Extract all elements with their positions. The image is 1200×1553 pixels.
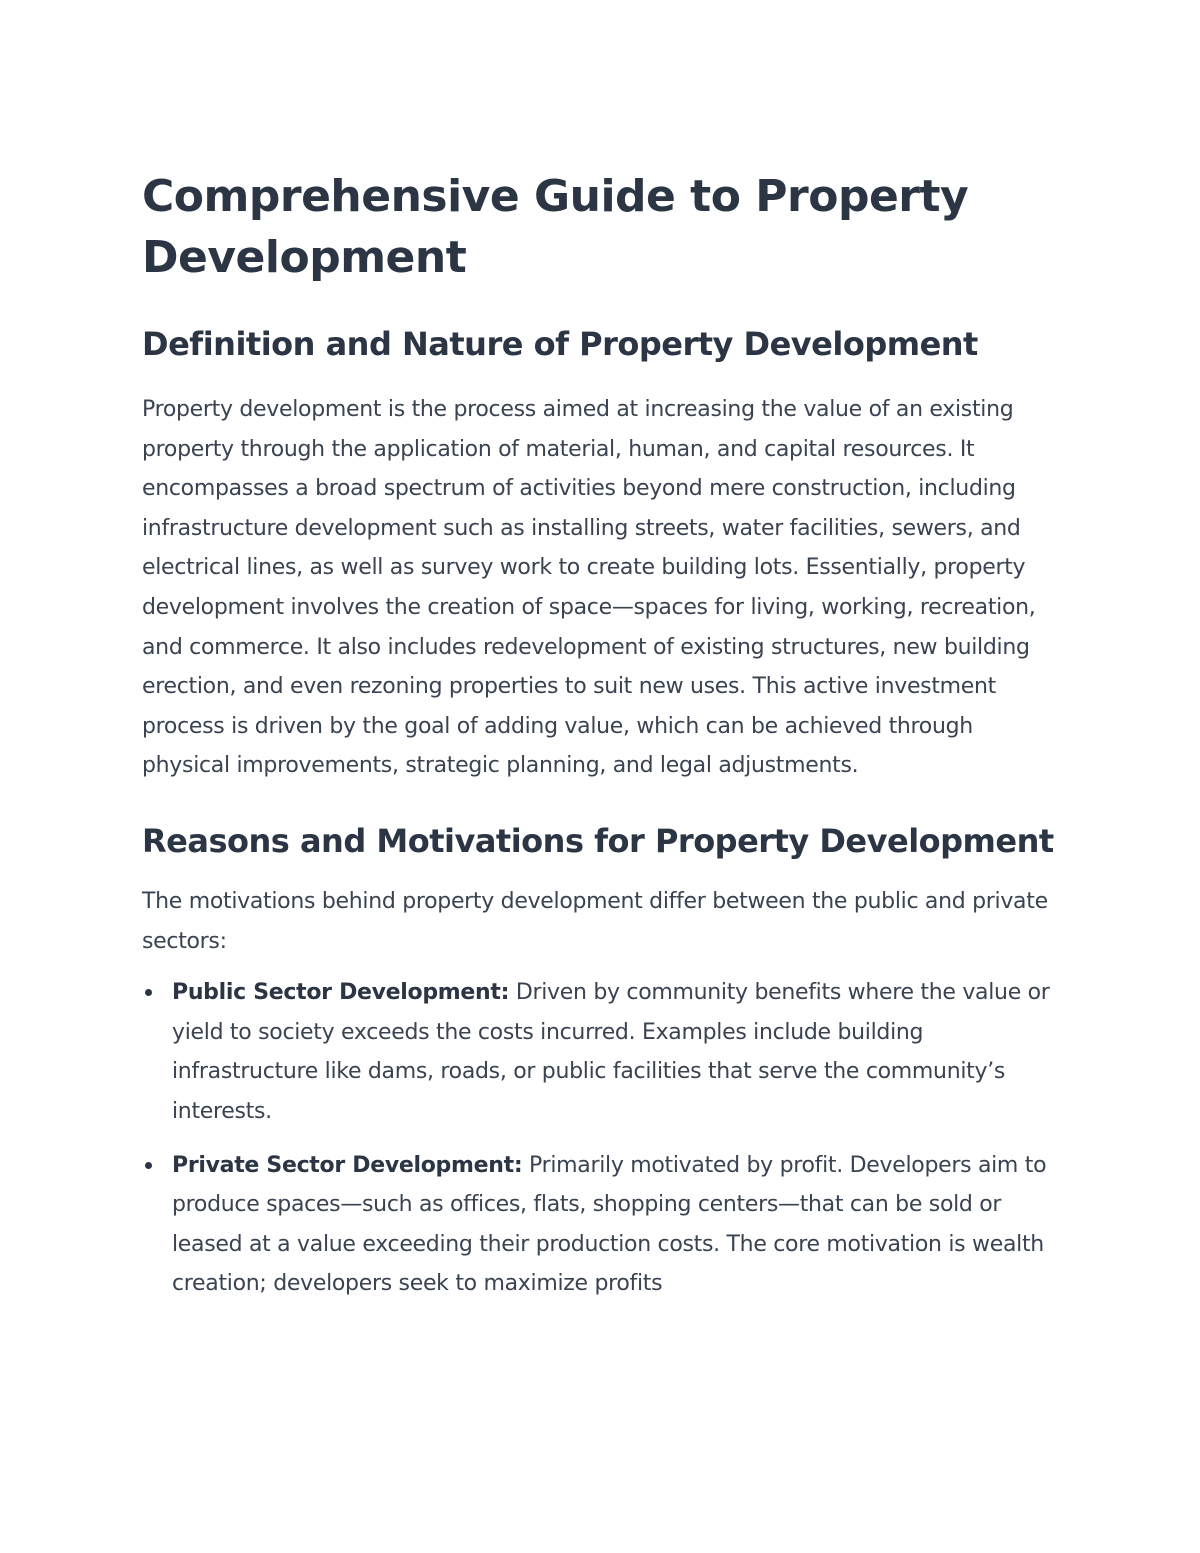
section-heading-reasons: Reasons and Motivations for Property Development — [142, 821, 1054, 860]
list-item-lead: Public Sector Development: — [172, 980, 510, 1006]
list-item-lead: Private Sector Development: — [172, 1152, 523, 1178]
motivations-list — [142, 973, 1062, 1304]
section-intro-reasons: The motivations behind property development differ between the public and private sectors: — [142, 888, 1048, 954]
section-heading-definition: Definition and Nature of Property Development — [142, 325, 978, 363]
list-item-public-sector — [142, 973, 1062, 1131]
document-content — [142, 166, 1062, 1318]
section-paragraph-definition: Property development is the process aimed at increasing the value of an existing property through the application of material, human, and capital resources. It encompasses a broad spectrum of activities beyond mere construction, including infrastructure development such as installing streets, water facilities, sewers, and electrical lines, as well as survey work to create building lots. Essentially, property development involves the creation of space—spaces for living, working, recreation, and commerce. It also includes redevelopment of existing structures, new building erection, and even rezoning properties to suit new uses. This active investment process is driven by the goal of adding value, which can be achieved through physical improvements, strategic planning, and legal adjustments. — [142, 397, 1036, 779]
bullet-icon — [145, 1162, 152, 1169]
list-item-text: Primarily motivated by profit. Developers aim to produce spaces—such as offices, flats, shopping centers—that can be sold or leased at a value exceeding their production costs. The core motivation is wealth creation; developers seek to maximize profits — [172, 1152, 1047, 1297]
list-item-private-sector — [142, 1146, 1062, 1304]
bullet-icon — [145, 989, 152, 996]
list-item-text: Driven by community benefits where the value or yield to society exceeds the costs incurred. Examples include building infrastructure like dams, roads, or public facilities that serve the community’s interests. — [172, 980, 1050, 1124]
page-title: Comprehensive Guide to Property Development — [142, 171, 969, 283]
